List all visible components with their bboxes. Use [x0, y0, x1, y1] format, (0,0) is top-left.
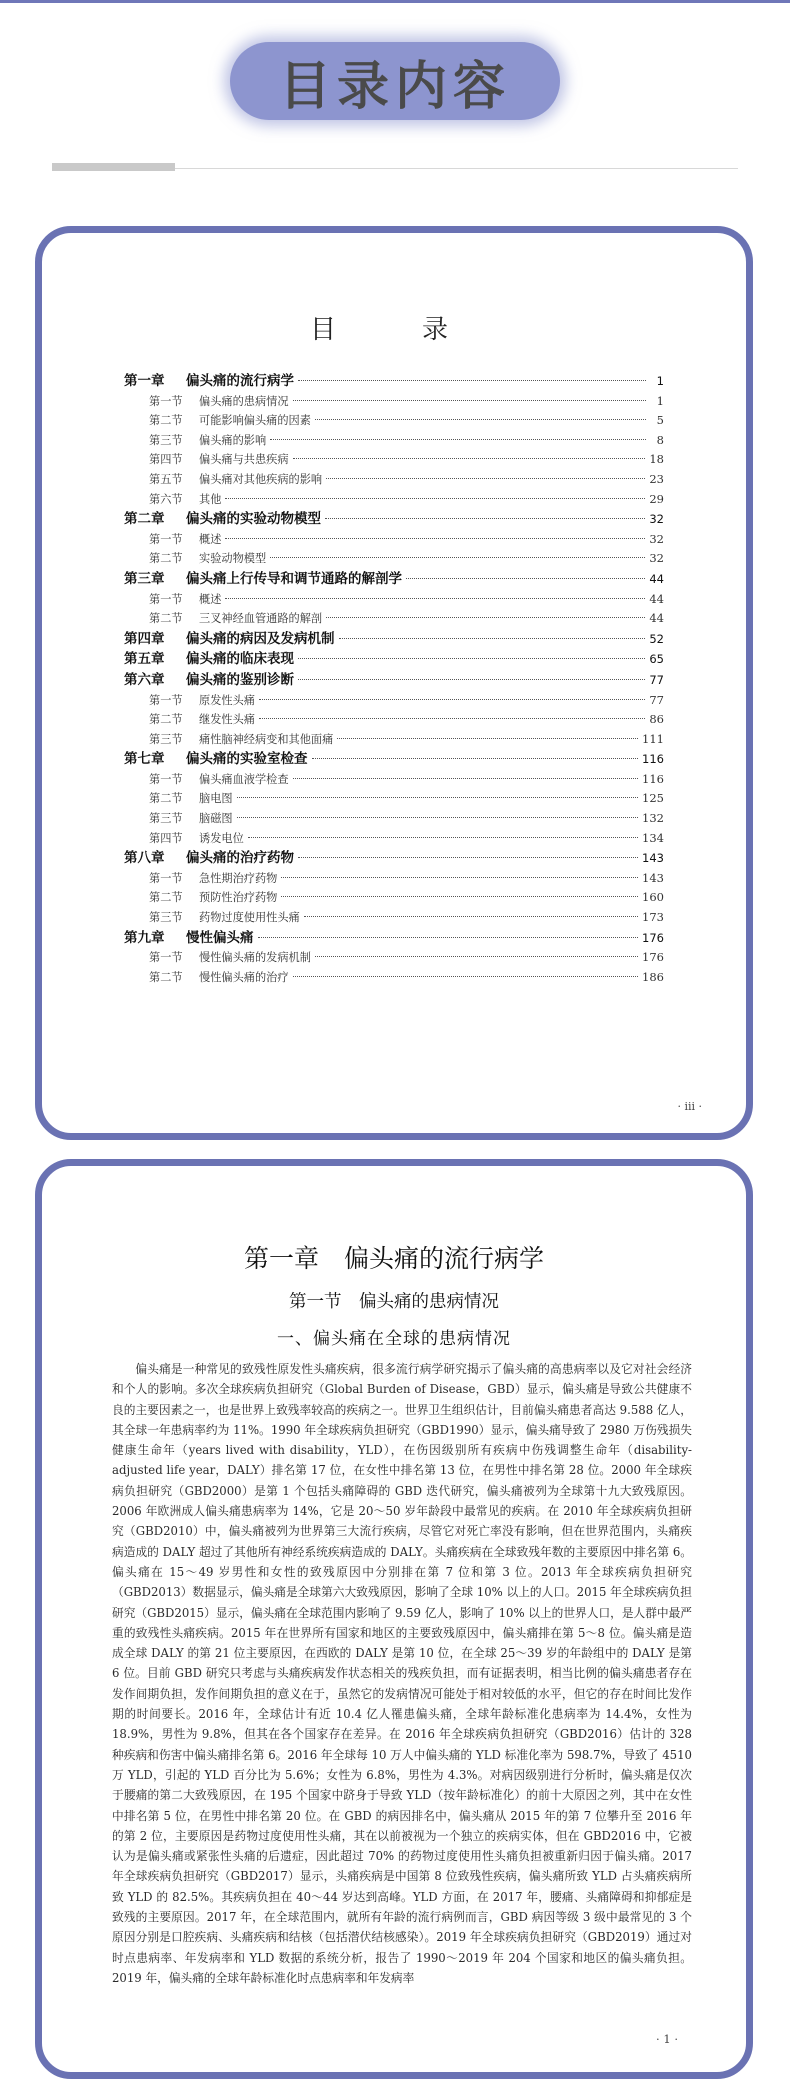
- toc-entry-number: 第四节: [149, 453, 183, 467]
- chapter-page-card: [35, 1159, 753, 2079]
- toc-entry-number: 第二章: [124, 511, 165, 528]
- toc-entry-number: 第六节: [149, 492, 183, 506]
- toc-entry-number: 第二节: [149, 414, 183, 428]
- toc-entry-number: 第二节: [149, 713, 183, 727]
- toc-entry-number: 第三节: [149, 911, 183, 925]
- toc-entry-title: 偏头痛对其他疾病的影响: [199, 472, 323, 486]
- top-rule: [0, 0, 790, 3]
- toc-section-entry[interactable]: [124, 710, 664, 730]
- body-paragraph: 偏头痛是一种常见的致残性原发性头痛疾病，很多流行病学研究揭示了偏头痛的高患病率以及它对社会经济和个人的影响。多次全球疾病负担研究（Global Burden of Disease，GBD）显示，偏头痛是导致公共健康不良的主要因素之一，也是世界上致残率较高的疾病之一。世界卫生组织估计，目前偏头痛患者高达 9.588 亿人，其全球一年患病率约为 11%。1990 年全球疾病负担研究（GBD1990）显示，偏头痛导致了 2980 万伤残损失健康生命年（years lived with disability，YLD），在伤因级别所有疾病中伤残调整生命年（disability-adjusted life year，DALY）排名第 17 位，在女性中排名第 13 位，在男性中排名第 28 位。2000 年全球疾病负担研究（GBD2000）是第 1 个包括头痛障碍的 GBD 迭代研究，偏头痛被列为全球第十九大致残原因。2006 年欧洲成人偏头痛患病率为 14%，它是 20～50 岁年龄段中最常见的疾病。在 2010 年全球疾病负担研究（GBD2010）中，偏头痛被列为世界第三大流行疾病，尽管它对死亡率没有影响，但在世界范围内，头痛疾病造成的 DALY 超过了其他所有神经系统疾病造成的 DALY。头痛疾病在全球致残年数的主要原因中排名第 6。偏头痛在 15～49 岁男性和女性的致残原因中分别排在第 7 位和第 3 位。2013 年全球疾病负担研究（GBD2013）数据显示，偏头痛是全球第六大致残原因，影响了全球 10% 以上的人口。2015 年全球疾病负担研究（GBD2015）显示，偏头痛在全球范围内影响了 9.59 亿人，影响了 10% 以上的世界人口，是人群中最严重的致残性头痛疾病。2015 年在世界所有国家和地区的主要致残原因中，偏头痛排在第 5～8 位。偏头痛是造成全球 DALY 的第 21 位主要原因，在西欧的 DALY 是第 10 位，在全球 25～39 岁的年龄组中的 DALY 是第 6 位。目前 GBD 研究只考虑与头痛疾病发作状态相关的残疾负担，而有证据表明，相当比例的偏头痛患者存在发作间期负担，发作间期负担的意义在于，虽然它的发病情况可能处于相对较低的水平，但它的存在时间比发作期的时间要长。2016 年，全球估计有近 10.4 亿人罹患偏头痛，全球年龄标准化患病率为 14.4%，女性为 18.9%，男性为 9.8%，但其在各个国家存在差异。在 2016 年全球疾病负担研究（GBD2016）估计的 328 种疾病和伤害中偏头痛排名第 6。2016 年全球每 10 万人中偏头痛的 YLD 标准化率为 598.7%，导致了 4510 万 YLD，引起的 YLD 百分比为 5.6%；女性为 6.8%，男性为 4.3%。对病因级别进行分析时，偏头痛是仅次于腰痛的第二大致残原因，在 195 个国家中跻身于导致 YLD（按年龄标准化）的前十大原因之列，其中在女性中排名第 5 位，在男性中排名第 20 位。在 GBD 的病因排名中，偏头痛从 2015 年的第 7 位攀升至 2016 年的第 2 位，主要原因是药物过度使用性头痛，其在以前被视为一个独立的疾病实体，但在 GBD2016 中，它被认为是偏头痛或紧张性头痛的后遗症，因此超过 70% 的药物过度使用性头痛负担被重新归因于偏头痛。2017 年全球疾病负担研究（GBD2017）显示，头痛疾病是中国第 8 位致残性疾病，偏头痛所致 YLD 占头痛疾病所致 YLD 的 82.5%。其疾病负担在 40～44 岁达到高峰。YLD 方面，在 2017 年，腰痛、头痛障碍和抑郁症是致残的主要原因。2017 年，在全球范围内，就所有年龄的流行病例而言，GBD 病因等级 3 级中最常见的 3 个原因分别是口腔疾病、头痛疾病和结核（包括潜伏结核感染）。2019 年全球疾病负担研究（GBD2019）通过对时点患病率、年发病率和 YLD 数据的系统分析，报告了 1990～2019 年 204 个国家和地区的偏头痛负担。2019 年，偏头痛的全球年龄标准化时点患病率和年发病率: [112, 1362, 692, 1985]
- page-number: · iii ·: [677, 1100, 702, 1113]
- page-number: · 1 ·: [656, 2032, 678, 2046]
- toc-entry-number: 第一节: [149, 394, 183, 408]
- toc-entry-title: 偏头痛与共患疾病: [199, 453, 289, 467]
- separator-accent: [52, 163, 175, 171]
- toc-page-number: 1: [656, 393, 664, 408]
- toc-section-entry[interactable]: [124, 770, 664, 790]
- toc-page-number: 32: [649, 512, 664, 527]
- toc-entry-number: 第二节: [149, 792, 183, 806]
- toc-entry-title: 药物过度使用性头痛: [199, 911, 300, 925]
- toc-page-number: 143: [642, 870, 664, 885]
- toc-entry-title: 偏头痛的治疗药物: [186, 850, 294, 867]
- section-title: 第一节 偏头痛的患病情况: [289, 1292, 499, 1312]
- toc-chapter-entry[interactable]: [124, 509, 664, 530]
- toc-section-entry[interactable]: [124, 888, 664, 908]
- toc-section-entry[interactable]: [124, 470, 664, 490]
- toc-section-entry[interactable]: [124, 789, 664, 809]
- toc-entry-title: 偏头痛的实验动物模型: [186, 511, 321, 528]
- toc-leader-dots: [293, 458, 646, 459]
- toc-entry-number: 第一节: [149, 951, 183, 965]
- toc-entry-title: 痛性脑神经病变和其他面痛: [199, 732, 334, 746]
- toc-entry-title: 慢性偏头痛: [186, 929, 254, 946]
- toc-leader-dots: [259, 699, 645, 700]
- toc-leader-dots: [270, 557, 645, 558]
- toc-section-entry[interactable]: [124, 609, 664, 629]
- toc-entry-number: 第三章: [124, 570, 165, 587]
- toc-title: 目 录: [309, 315, 478, 345]
- toc-leader-dots: [248, 837, 638, 838]
- toc-entry-number: 第四节: [149, 831, 183, 845]
- toc-leader-dots: [304, 916, 638, 917]
- toc-chapter-entry[interactable]: [124, 848, 664, 869]
- toc-entry-title: 偏头痛的患病情况: [199, 394, 289, 408]
- toc-entry-number: 第一节: [149, 772, 183, 786]
- toc-page-number: 1: [656, 374, 664, 388]
- toc-entry-title: 原发性头痛: [199, 693, 255, 707]
- toc-entry-title: 实验动物模型: [199, 552, 267, 566]
- toc-section-entry[interactable]: [124, 908, 664, 928]
- toc-entry-title: 慢性偏头痛的治疗: [199, 970, 289, 984]
- toc-leader-dots: [326, 478, 645, 479]
- toc-entry-number: 第一节: [149, 532, 183, 546]
- toc-section-entry[interactable]: [124, 431, 664, 451]
- toc-page-number: 176: [642, 930, 664, 945]
- toc-page-number: 65: [649, 652, 664, 667]
- toc-section-entry[interactable]: [124, 549, 664, 569]
- toc-page-number: 77: [649, 672, 664, 687]
- toc-entry-number: 第三节: [149, 732, 183, 746]
- toc-leader-dots: [312, 758, 639, 759]
- toc-leader-dots: [339, 638, 646, 639]
- toc-page-number: 52: [649, 631, 664, 646]
- toc-page-number: 23: [649, 471, 664, 486]
- toc-page-number: 77: [649, 692, 664, 707]
- toc-page-number: 132: [642, 811, 664, 826]
- toc-section-entry[interactable]: [124, 869, 664, 889]
- toc-page-card: [35, 226, 753, 1140]
- toc-entry-number: 第二节: [149, 612, 183, 626]
- toc-page-number: 134: [642, 830, 664, 845]
- toc-leader-dots: [258, 937, 639, 938]
- toc-entry-number: 第一章: [124, 373, 165, 389]
- toc-section-entry[interactable]: [124, 530, 664, 550]
- chapter-title: 第一章 偏头痛的流行病学: [243, 1244, 544, 1273]
- toc-leader-dots: [315, 956, 638, 957]
- toc-leader-dots: [259, 718, 645, 719]
- toc-entry-number: 第一节: [149, 592, 183, 606]
- toc-leader-dots: [325, 518, 645, 519]
- toc-page-number: 86: [649, 712, 664, 727]
- toc-page-number: 44: [649, 571, 664, 586]
- toc-chapter-entry[interactable]: [124, 629, 664, 650]
- toc-section-entry[interactable]: [124, 730, 664, 750]
- toc-entry-title: 偏头痛的流行病学: [186, 373, 294, 389]
- toc-section-entry[interactable]: [124, 691, 664, 711]
- toc-entry-number: 第七章: [124, 751, 165, 768]
- toc-entry-number: 第五节: [149, 472, 183, 486]
- toc-leader-dots: [225, 598, 645, 599]
- toc-entry-number: 第一节: [149, 871, 183, 885]
- toc-leader-dots: [237, 817, 638, 818]
- toc-entry-title: 概述: [199, 532, 222, 546]
- toc-page-number: 44: [649, 611, 664, 626]
- toc-page-number: 160: [642, 890, 664, 905]
- toc-page-number: 5: [656, 413, 664, 428]
- toc-page-number: 32: [649, 531, 664, 546]
- toc-entry-number: 第一节: [149, 693, 183, 707]
- toc-leader-dots: [293, 400, 646, 401]
- toc-chapter-entry[interactable]: [124, 928, 664, 949]
- toc-list: [124, 371, 664, 987]
- toc-leader-dots: [237, 797, 638, 798]
- toc-section-entry[interactable]: [124, 450, 664, 470]
- toc-leader-dots: [315, 419, 646, 420]
- toc-leader-dots: [281, 896, 638, 897]
- toc-entry-number: 第九章: [124, 929, 165, 946]
- toc-entry-number: 第二节: [149, 970, 183, 984]
- toc-leader-dots: [337, 738, 638, 739]
- toc-page-number: 44: [649, 591, 664, 606]
- toc-entry-title: 偏头痛的影响: [199, 433, 267, 447]
- toc-entry-number: 第四章: [124, 630, 165, 647]
- toc-section-entry[interactable]: [124, 968, 664, 988]
- toc-page-number: 116: [642, 752, 664, 767]
- subsection-title: 一、偏头痛在全球的患病情况: [277, 1329, 511, 1349]
- toc-entry-title: 其他: [199, 492, 222, 506]
- toc-section-entry[interactable]: [124, 948, 664, 968]
- toc-entry-title: 脑磁图: [199, 812, 233, 826]
- toc-section-entry[interactable]: [124, 590, 664, 610]
- toc-entry-title: 偏头痛的鉴别诊断: [186, 671, 294, 688]
- toc-entry-number: 第二节: [149, 891, 183, 905]
- toc-entry-number: 第三节: [149, 812, 183, 826]
- toc-chapter-entry[interactable]: [124, 371, 664, 392]
- toc-leader-dots: [225, 538, 645, 539]
- toc-entry-title: 继发性头痛: [199, 713, 255, 727]
- toc-chapter-entry[interactable]: [124, 670, 664, 691]
- toc-entry-number: 第五章: [124, 651, 165, 668]
- toc-page-number: 125: [642, 791, 664, 806]
- toc-entry-title: 预防性治疗药物: [199, 891, 278, 905]
- toc-entry-title: 可能影响偏头痛的因素: [199, 414, 311, 428]
- toc-leader-dots: [298, 658, 645, 659]
- toc-leader-dots: [298, 679, 645, 680]
- toc-page-number: 32: [649, 551, 664, 566]
- toc-chapter-entry[interactable]: [124, 749, 664, 770]
- toc-section-entry[interactable]: [124, 411, 664, 431]
- toc-entry-title: 偏头痛血液学检查: [199, 772, 289, 786]
- toc-page-number: 111: [642, 731, 664, 746]
- toc-leader-dots: [298, 380, 646, 381]
- toc-chapter-entry[interactable]: [124, 649, 664, 670]
- separator-line: [175, 168, 738, 169]
- toc-leader-dots: [293, 778, 639, 779]
- toc-page-number: 8: [656, 432, 664, 447]
- toc-entry-title: 偏头痛的病因及发病机制: [186, 630, 335, 647]
- title-banner: [230, 42, 560, 120]
- toc-leader-dots: [298, 857, 638, 858]
- toc-entry-title: 偏头痛的实验室检查: [186, 751, 308, 768]
- toc-page-number: 176: [642, 950, 664, 965]
- toc-page-number: 143: [642, 851, 664, 866]
- toc-entry-title: 慢性偏头痛的发病机制: [199, 951, 311, 965]
- toc-section-entry[interactable]: [124, 490, 664, 510]
- toc-page-number: 116: [642, 771, 664, 786]
- toc-leader-dots: [225, 498, 645, 499]
- toc-entry-number: 第二节: [149, 552, 183, 566]
- toc-leader-dots: [270, 439, 646, 440]
- toc-leader-dots: [406, 578, 645, 579]
- toc-leader-dots: [281, 877, 638, 878]
- toc-entry-title: 概述: [199, 592, 222, 606]
- toc-page-number: 186: [642, 969, 664, 984]
- toc-page-number: 173: [642, 910, 664, 925]
- toc-entry-number: 第六章: [124, 671, 165, 688]
- toc-entry-number: 第八章: [124, 850, 165, 867]
- banner-title: 目录内容: [278, 56, 511, 117]
- toc-entry-title: 急性期治疗药物: [199, 871, 278, 885]
- toc-entry-title: 诱发电位: [199, 831, 244, 845]
- toc-entry-title: 三叉神经血管通路的解剖: [199, 612, 323, 626]
- toc-entry-title: 偏头痛的临床表现: [186, 651, 294, 668]
- toc-section-entry[interactable]: [124, 829, 664, 849]
- toc-entry-title: 脑电图: [199, 792, 233, 806]
- toc-leader-dots: [326, 617, 645, 618]
- toc-section-entry[interactable]: [124, 809, 664, 829]
- toc-page-number: 18: [649, 452, 664, 467]
- toc-entry-title: 偏头痛上行传导和调节通路的解剖学: [186, 570, 402, 587]
- toc-chapter-entry[interactable]: [124, 569, 664, 590]
- toc-page-number: 29: [649, 491, 664, 506]
- toc-entry-number: 第三节: [149, 433, 183, 447]
- toc-section-entry[interactable]: [124, 392, 664, 412]
- toc-leader-dots: [293, 976, 639, 977]
